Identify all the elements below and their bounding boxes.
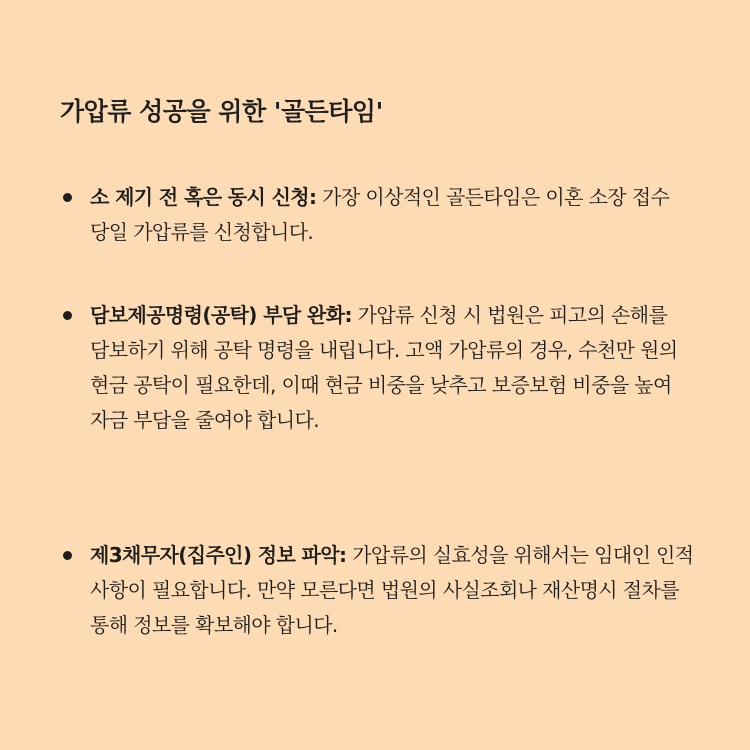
- page-title: 가압류 성공을 위한 '골든타임': [60, 97, 383, 126]
- list-item-text: [90, 538, 700, 643]
- list-item-text: [90, 298, 700, 438]
- list-item-body: 가장 이상적인 골든타임은 이혼 소장 접수 당일 가압류를 신청합니다.: [90, 185, 670, 244]
- list-item: [60, 298, 700, 438]
- bullet-icon: [60, 538, 90, 643]
- list-item-heading: 소 제기 전 혹은 동시 신청:: [90, 185, 317, 209]
- bullet-icon: [60, 180, 90, 250]
- bullet-icon: [60, 298, 90, 438]
- list-item-body: 가압류 신청 시 법원은 피고의 손해를 담보하기 위해 공탁 명령을 내립니다. 고액 가압류의 경우, 수천만 원의 현금 공탁이 필요한데, 이때 현금 비중을 낮추고 보증보험 비중을 높여 자금 부담을 줄여야 합니다.: [90, 303, 678, 432]
- list-item: [60, 180, 700, 250]
- list-item-text: [90, 180, 700, 250]
- list-item-heading: 제3채무자(집주인) 정보 파악:: [90, 543, 347, 567]
- list-item-body: 가압류의 실효성을 위해서는 임대인 인적 사항이 필요합니다. 만약 모른다면 법원의 사실조회나 재산명시 절차를 통해 정보를 확보해야 합니다.: [90, 543, 694, 637]
- list-item-heading: 담보제공명령(공탁) 부담 완화:: [90, 303, 352, 327]
- list-item: [60, 538, 700, 643]
